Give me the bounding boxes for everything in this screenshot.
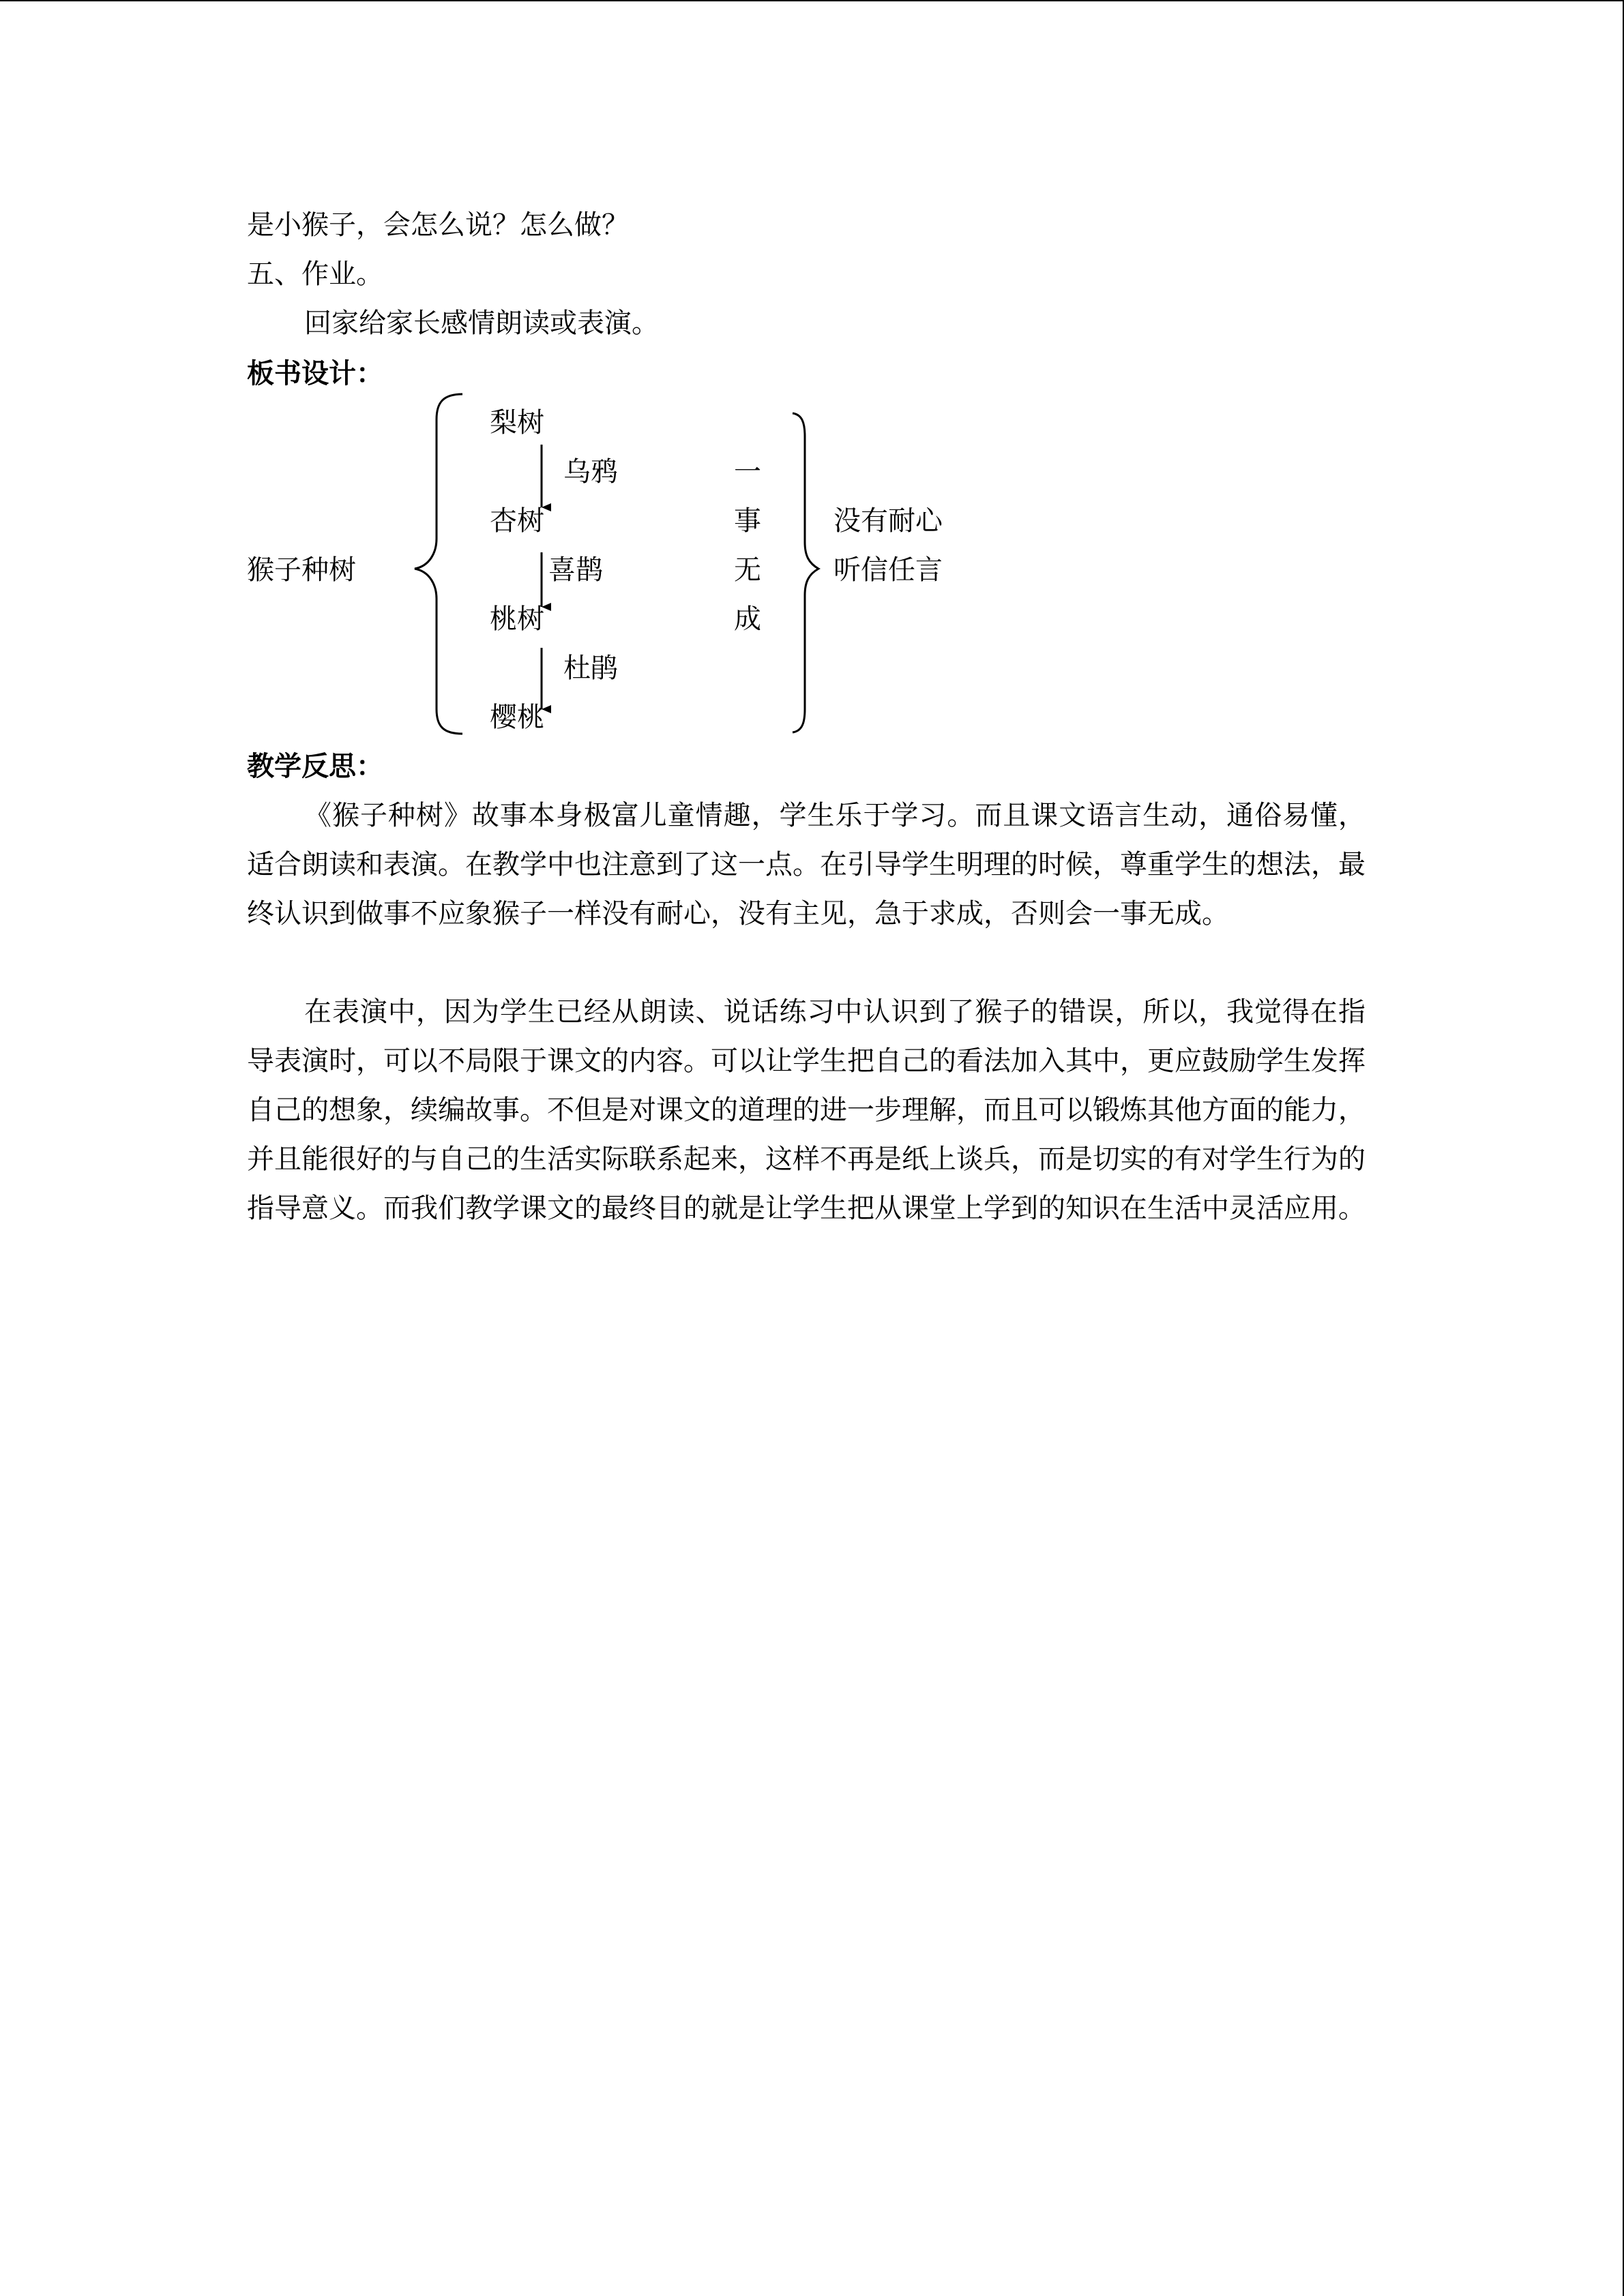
homework-heading: 五、作业。 (247, 258, 383, 290)
reflection-paragraph-2: 在表演中，因为学生已经从朗读、说话练习中认识到了猴子的错误，所以，我觉得在指导表演时，可以不局限于课文的内容。可以让学生把自己的看法加入其中，更应鼓励学生发挥自己的想象，续编故事。不但是对课文的道理的进一步理解，而且可以锻炼其他方面的能力，并且能很好的与自己的生活实际联系起来，这样不再是纸上谈兵，而是切实的有对学生行为的指导意义。而我们教学课文的最终目的就是让学生把从课堂上学到的知识在生活中灵活应用。 (247, 996, 1365, 1224)
right-brace (793, 413, 818, 732)
result-char: 一 (734, 456, 761, 488)
conclusion-item: 没有耐心 (833, 505, 943, 537)
board-design-heading: 板书设计： (247, 358, 383, 389)
bird-item: 乌鸦 (563, 456, 618, 488)
reflection-heading: 教学反思： (247, 751, 383, 782)
result-char: 事 (734, 505, 761, 537)
conclusion-item: 听信任言 (833, 554, 943, 586)
board-root: 猴子种树 (247, 554, 356, 586)
result-char: 无 (734, 554, 761, 586)
tree-item: 桃树 (490, 603, 544, 635)
reflection-paragraph-1: 《猴子种树》故事本身极富儿童情趣，学生乐于学习。而且课文语言生动，通俗易懂，适合朗读和表演。在教学中也注意到了这一点。在引导学生明理的时候，尊重学生的想法，最终认识到做事不应象猴子一样没有耐心，没有主见，急于求成，否则会一事无成。 (247, 800, 1365, 929)
bird-item: 喜鹊 (548, 554, 603, 586)
bird-item: 杜鹃 (563, 653, 618, 684)
tree-item: 梨树 (490, 407, 544, 438)
homework-text: 回家给家长感情朗读或表演。 (304, 308, 659, 339)
tree-item: 樱桃 (490, 702, 544, 733)
left-brace (415, 394, 462, 734)
result-char: 成 (734, 603, 761, 635)
text-line-1: 是小猴子，会怎么说？怎么做？ (247, 209, 629, 241)
tree-item: 杏树 (490, 505, 544, 537)
